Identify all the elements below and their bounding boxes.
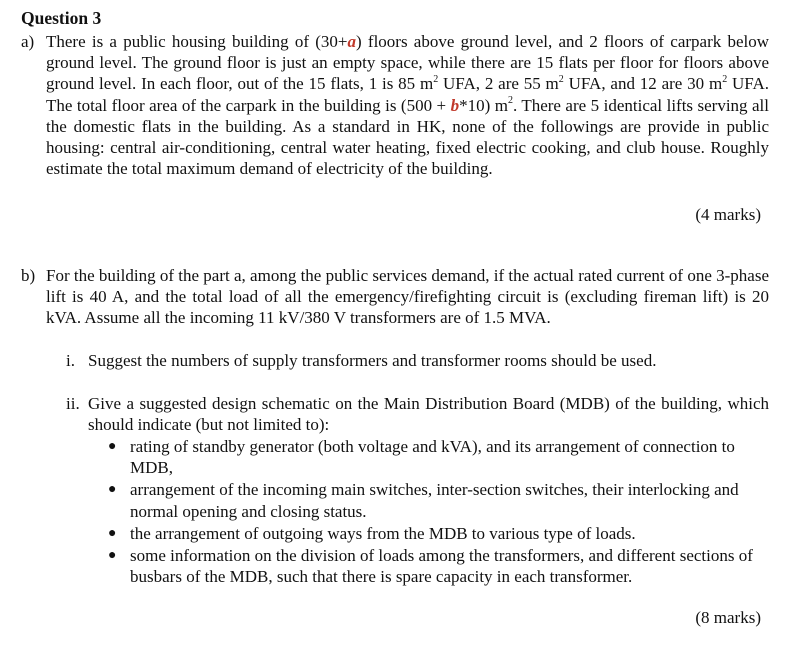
sub-ii-label: ii.	[66, 394, 80, 413]
part-b-label: b)	[21, 266, 36, 285]
part-a-text-4: UFA, and 12 are 30 m	[563, 74, 723, 94]
list-item-text: rating of standby generator (both voltage and kVA), and its arrangement of connection to MDB,	[130, 437, 735, 478]
superscript-2: 2	[722, 73, 728, 85]
question-title: Question 3	[21, 8, 102, 28]
variable-a: a	[347, 32, 357, 51]
part-b-text: For the building of the part a, among the public services demand, if the actual rated current of one 3-phase lift is 40 A, and the total load of all the emergency/firefighting circuit is (excluding fireman lift) is 20 kVA. Assume all the incoming 11 kV/380 V transformers are of 1.5 MVA.	[46, 266, 769, 328]
list-item	[108, 479, 768, 521]
sub-ii-text: Give a suggested design schematic on the Main Distribution Board (MDB) of the building, which should indicate (but not limited to):	[88, 394, 769, 435]
sub-question-ii	[66, 393, 769, 435]
requirements-list	[108, 436, 768, 588]
part-b	[21, 265, 769, 329]
list-item	[108, 523, 768, 544]
bullet-icon: ●	[108, 548, 117, 564]
superscript-2: 2	[433, 73, 439, 85]
part-a-text-2: ) floors above ground level, and 2 floors of carpark below ground level. The ground floor is just an empty space, while there are 15 flats per floor for floors above ground level. In each floor, out of the 15 flats, 1 is 85 m	[46, 32, 770, 94]
part-a-text-5: UFA. The total floor area of the carpark in the building is (500 +	[46, 74, 769, 115]
bullet-icon: ●	[108, 439, 117, 454]
bullet-icon: ●	[108, 482, 117, 498]
list-item	[108, 545, 768, 587]
bullet-icon: ●	[108, 525, 117, 541]
part-a-label: a)	[21, 32, 35, 51]
part-a-text-3: UFA, 2 are 55 m	[438, 74, 559, 94]
part-a-text-7: . There are 5 identical lifts serving all the domestic flats in the building. As a standard in HK, none of the followings are provide in public housing: central air-conditioning, central water heating, fixed electric cooking, and club house. Roughly estimate the total maximum demand of electricity of the building.	[46, 95, 769, 179]
sub-question-i	[66, 350, 769, 371]
list-item-text: the arrangement of outgoing ways from the MDB to various type of loads.	[130, 523, 636, 543]
part-a-marks: (4 marks)	[695, 205, 761, 224]
list-item	[108, 436, 768, 478]
list-item-text: some information on the division of loads among the transformers, and different sections of busbars of the MDB, such that there is spare capacity in each transformer.	[130, 546, 753, 587]
superscript-2: 2	[507, 94, 513, 106]
part-a	[21, 31, 769, 179]
sub-i-text: Suggest the numbers of supply transformers and transformer rooms should be used.	[88, 351, 657, 370]
part-a-text-1: There is a public housing building of (30+	[46, 32, 348, 51]
sub-i-label: i.	[66, 351, 75, 370]
part-a-text	[46, 31, 769, 179]
superscript-2: 2	[558, 73, 564, 85]
part-b-marks: (8 marks)	[695, 608, 761, 627]
list-item-text: arrangement of the incoming main switches, inter-section switches, their interlocking and normal opening and closing status.	[130, 480, 739, 521]
variable-b: b	[450, 95, 460, 115]
part-a-text-6: *10) m	[459, 95, 508, 115]
